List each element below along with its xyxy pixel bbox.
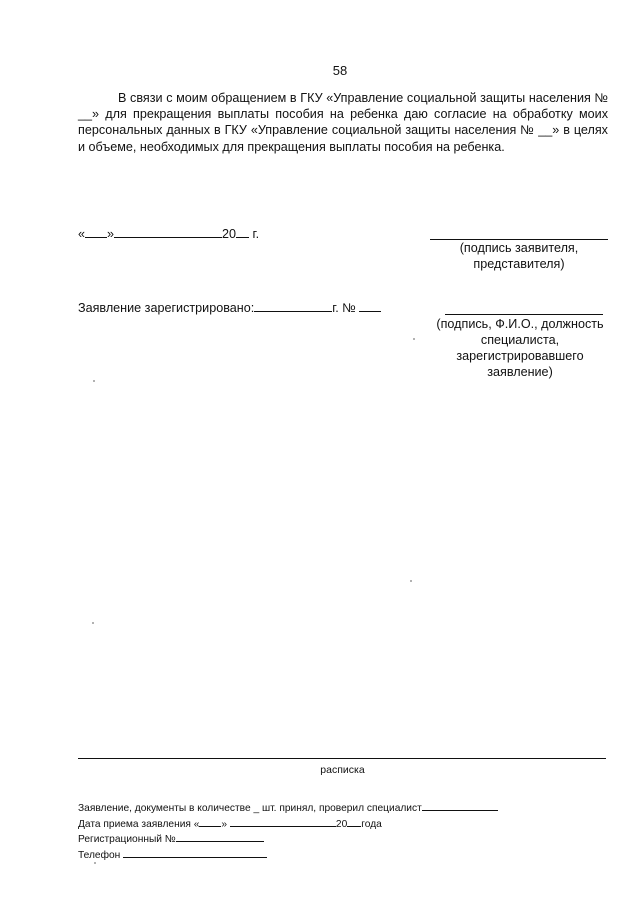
statement-part-3: » в целях и объеме, необходимых для прекращения выплаты пособия на ребенка. [78, 123, 608, 154]
scan-speck [94, 862, 96, 864]
receipt-line-registration [78, 831, 498, 847]
receipt-registration-label: Регистрационный № [78, 834, 176, 845]
scan-speck [410, 580, 412, 582]
year-suffix: г. [249, 227, 260, 241]
receipt-line-phone [78, 847, 498, 863]
statement-blank-2: __ [538, 123, 553, 138]
receipt-year-blank [347, 816, 361, 827]
scan-speck [413, 338, 415, 340]
statement-part-1: В связи с моим обращением в ГКУ «Управление социальной защиты населения № [118, 91, 608, 105]
receipt-date-close-quote: » [221, 818, 228, 830]
receipt-year-label: года [361, 818, 382, 830]
receipt-line-documents [78, 800, 498, 816]
scan-speck [93, 380, 95, 382]
receipt-documents-text: Заявление, документы в количестве _ шт. принял, проверил специалист [78, 803, 422, 814]
receipt-registration-blank [176, 831, 264, 842]
receipt-block [78, 800, 498, 862]
receipt-month-blank [230, 816, 336, 827]
receipt-phone-label: Телефон [78, 849, 121, 861]
specialist-name-blank [422, 800, 498, 811]
application-date-line [78, 226, 259, 241]
date-close-quote: » [107, 227, 115, 241]
registration-number-label: г. № [332, 301, 356, 315]
receipt-phone-blank [123, 847, 267, 858]
year-prefix: 20 [222, 227, 237, 241]
receipt-line-date [78, 816, 498, 832]
registration-date-blank [254, 300, 332, 312]
receipt-day-blank [199, 816, 221, 827]
registration-label: Заявление зарегистрировано: [78, 301, 255, 315]
scan-speck [92, 622, 94, 624]
date-open-quote: « [78, 227, 86, 241]
receipt-date-label: Дата приема заявления « [78, 818, 200, 830]
registration-number-blank [359, 300, 381, 312]
specialist-signature-line [445, 314, 603, 315]
month-blank [114, 226, 222, 238]
registration-line [78, 300, 381, 315]
day-blank [85, 226, 107, 238]
statement-blank-1: __ [78, 107, 93, 122]
consent-statement [78, 90, 608, 155]
cut-separator-line [78, 758, 606, 759]
year-blank [236, 226, 249, 238]
receipt-title: расписка [320, 764, 365, 776]
statement-part-2: » для прекращения выплаты пособия на ребенка даю согласие на обработку моих персональных данных в ГКУ «Управление социальной защиты населения № [78, 107, 608, 138]
applicant-signature-caption: (подпись заявителя, представителя) [459, 241, 579, 271]
page-number: 58 [332, 63, 348, 78]
specialist-signature-caption: (подпись, Ф.И.О., должность специалиста, зарегистрировавшего заявление) [436, 317, 604, 379]
receipt-year-prefix: 20 [335, 818, 348, 830]
